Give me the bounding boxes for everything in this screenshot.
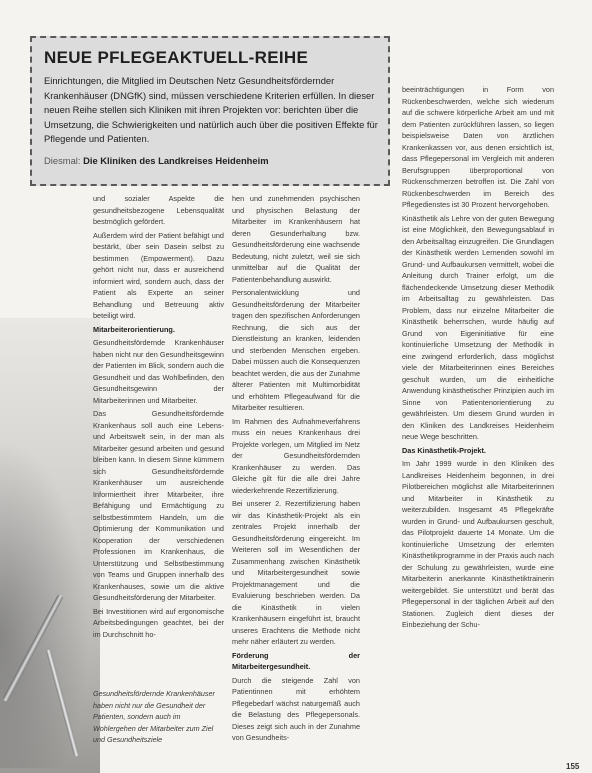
paragraph: Kinästhetik als Lehre von der guten Bewegung ist eine Möglichkeit, den Bewegungsablauf in den Arbeitsalltag einzugreifen. Die Grundlagen der Kinästhetik werden Lernenden sowohl im Grund- und Aufbaukursen vermittelt, wobei die Anleitung durch Trainer erfolgt, um die flächendeckende Umsetzung dieser Methodik im Arbeitsalltag zu gewährleisten. Das Problem, dass nur einzelne Mitarbeiter die Kinästhetik beherrschen, wurde häufig auf Grund von Eigeninitiative für eine kontinuierliche Umsetzung der Methodik in eine zwingend erforderlich, dass möglichst viele der Mitarbeiterinnen eines Bereiches geschult wurden, um die einheitliche Anwendung kinästhetischer Prinzipien auch im Sinne von Patientenorientierung zu gewährleisten. Um diesem Grund wurden in den Kliniken des Landkreises Heidenheim neue Wege beschritten. — [402, 213, 554, 441]
text-column-1 — [93, 193, 224, 642]
subject-label: Diesmal: — [44, 154, 81, 166]
paragraph: und sozialer Aspekte die gesundheitsbezogene Lebensqualität bestmöglich gefördert. — [93, 194, 224, 226]
photo-shadow — [0, 438, 90, 768]
series-intro: Einrichtungen, die Mitglied im Deutschen Netz Gesundheitsfördernder Krankenhäuser (DNGfK) sind, müssen verschiedene Kriterien erfüllen. In dieser neuen Reihe stellen sich Kliniken mit ihren Projekten vor: berichten über die Umsetzung, die Schwierigkeiten und natürlich auch über die positiven Effekte für Pflegende und Patienten. — [44, 75, 378, 145]
paragraph: beeinträchtigungen in Form von Rückenbeschwerden, welche sich wiederum auf die schwere körperliche Arbeit am und mit dem Patienten zurückführen lassen, so liegen beispielsweise Daten von ärztlichen Krankenkassen vor, aus denen ersichtlich ist, dass Pflegepersonal im Vergleich mit anderen Berufsgruppen überproportional von Rückenschmerzen betroffen ist. Die Zahl von Rückenbeschwerden im Bereich des Pflegedienstes ist 30 Prozent hervorgehoben. — [402, 85, 554, 209]
paragraph: Das Gesundheitsfördernde Krankenhaus soll auch eine Lebens- und Arbeitswelt sein, in der man als Mitarbeiter gesund arbeiten und gesund bleiben kann. In diesem Sinne kümmern sich Gesundheitsfördernde Krankenhäuser um ausreichende Informiertheit ihrer Mitarbeiter, ihre Befähigung und Ermächtigung zu selbstbestimmtem Handeln, um die Optimierung der Kommunikation und Kooperation der verschiedenen Professionen im Krankenhaus, die Unterstützung und Selbstbestimmung von Teams und Gruppen innerhalb des Krankenhauses, sowie um die aktive Gesundheitsförderung der Mitarbeiter. — [93, 409, 224, 602]
paragraph: Bei Investitionen wird auf ergonomische Arbeitsbedingungen geachtet, bei der im Durchschnitt ho- — [93, 606, 224, 639]
series-header-box — [30, 36, 390, 186]
subheading: Das Kinästhetik-Projekt. — [402, 445, 486, 455]
text-column-2 — [232, 193, 360, 746]
image-caption: Gesundheitsfördernde Krankenhäuser haben nicht nur die Gesundheit der Patienten, sondern auch im Wohlergehen der Mitarbeiter zum Ziel und Gesundheitsziele — [93, 689, 215, 744]
paragraph: Durch die steigende Zahl von Patientinnen mit erhöhtem Pflegebedarf wächst naturgemäß auch die Belastung des Pflegepersonals. Dieses zeigt sich auch in der Zunahme von Gesundheits- — [232, 675, 360, 742]
paragraph: Personalentwicklung und Gesundheitsförderung der Mitarbeiter tragen den spezifischen Anforderungen Rechnung, die sich aus der Dienstleistung an kranken, leidenden und sterbenden Menschen ergeben. Dabei müssen auch die Konsequenzen beachtet werden, die aus der Zunahme älterer Patienten mit Multimorbidität und erhöhtem Pflegeaufwand für die Mitarbeiter resultieren. — [232, 288, 360, 412]
page-number: 155 — [566, 762, 580, 771]
decorative-photo — [0, 318, 100, 773]
text-column-3 — [402, 84, 554, 633]
series-subject — [44, 155, 380, 166]
paragraph: Im Rahmen des Aufnahmeverfahrens muss ein neues Krankenhaus drei Projekte vorlegen, um Mitglied im Netz der Gesundheitsfördernden Krankenhäuser zu werden. Das Gleiche gilt für die alle drei Jahre wiederkehrende Rezertifizierung. — [232, 416, 360, 495]
subheading: Förderung der Mitarbeitergesundheit. — [232, 650, 360, 671]
paragraph: hen und zunehmenden psychischen und physischen Belastung der Mitarbeiter im Krankenhäusern hat deren Gesunderhaltung bzw. Gesundheitsförderung eine wachsende Bedeutung, nicht zuletzt, weil sie sich unmittelbar auf die Qualität der Patientenbehandlung auswirkt. — [232, 194, 360, 284]
paragraph: Bei unserer 2. Rezertifizierung haben wir das Kinästhetik-Projekt als ein zentrales Projekt innerhalb der Gesundheitsförderung eingereicht. Im Weiteren soll im Wesentlichen der Zusammenhang zwischen Kinästhetik und Mitarbeitergesundheit sowie Projektmanagement und die Evaluierung beschrieben werden. Da die Kinästhetik in vielen Krankenhäusern eingeführt ist, braucht unseres Erachtens die Methode nicht mehr näher erläutert zu werden. — [232, 499, 360, 646]
series-title: NEUE PFLEGEAKTUELL-REIHE — [44, 48, 309, 67]
paragraph: Außerdem wird der Patient befähigt und bestärkt, über sein Dasein selbst zu bestimmen (Empowerment). Dazu gehört nicht nur, dass er ausreichend informiert wird, sondern auch, dass der Patient als Experte an seiner Behandlung und Betreuung aktiv beteiligt wird. — [93, 230, 224, 320]
subject-value: Die Kliniken des Landkreises Heidenheim — [83, 154, 269, 166]
subheading: Mitarbeiterorientierung. — [93, 324, 175, 334]
paragraph: Im Jahr 1999 wurde in den Kliniken des Landkreises Heidenheim begonnen, in drei Pilotbereichen möglichst alle Mitarbeiterinnen und Mitarbeiter in Kinästhetik zu weiterzubilden. Insgesamt 45 Pflegekräfte wurden in Grund- und Aufbaukursen geschult, das Pilotprojekt dauerte 14 Monate. Um die kontinuierliche Umsetzung der erlernten Kinästhetikprogramme in der Praxis auch nach der Schulung zu gewährleisten, wurde eine Mitarbeiterin anerkannte Kinästhetiktrainerin weitergebildet. Sie unterstützt und berät das Pflegepersonal in der täglichen Arbeit auf den Stationen. Zugleich dient dieses der Einbeziehung der Schu- — [402, 459, 554, 629]
paragraph: Gesundheitsfördernde Krankenhäuser haben nicht nur den Gesundheitsgewinn der Patienten im Blick, sondern auch die Gesundheit und das Wohlbefinden, den Gesundheitsgewinn der Mitarbeiterinnen und Mitarbeiter. — [93, 338, 224, 405]
